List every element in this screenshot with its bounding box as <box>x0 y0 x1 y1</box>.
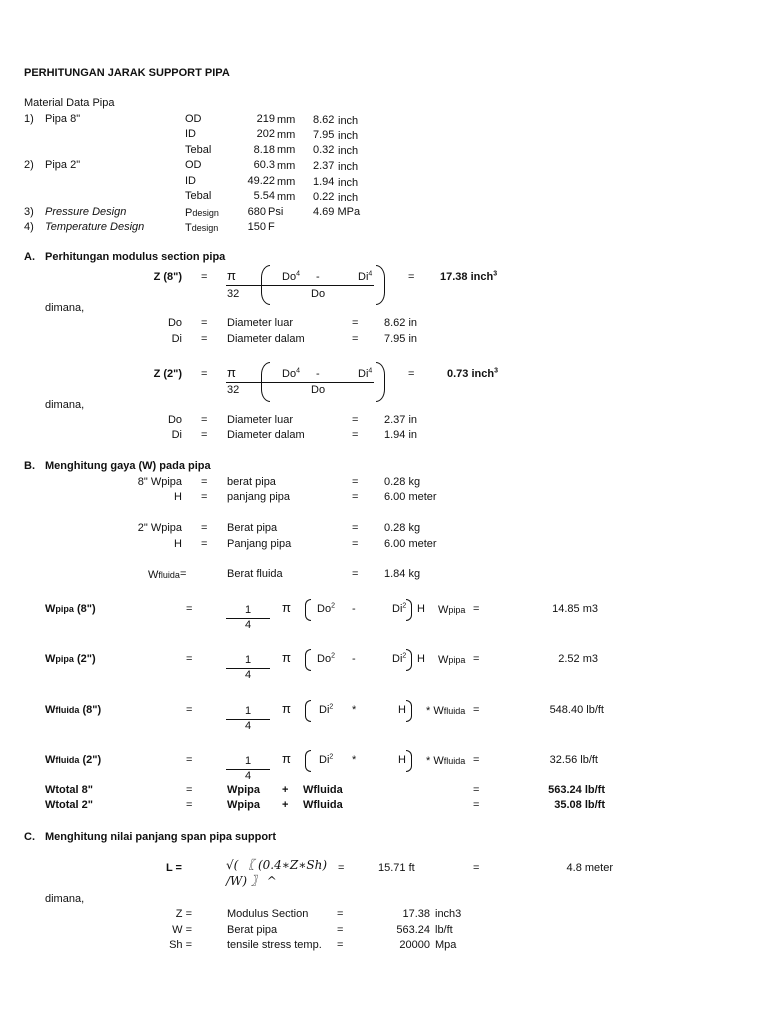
b2-h-eq2: = <box>352 538 359 550</box>
wfluida-sym <box>148 569 180 582</box>
def2-do-desc: Diameter luar <box>227 414 294 426</box>
calc0-a-text: Do <box>317 603 332 615</box>
z8-inner-den: Do <box>311 288 326 300</box>
calc3-a-text: Di <box>319 754 330 766</box>
def2-di-val: 1.94 in <box>384 429 418 441</box>
calc3-rw-sub: fluida <box>443 756 466 766</box>
calc2-eq: = <box>186 704 193 716</box>
z8-den: 32 <box>227 288 240 300</box>
temperature-sub: design <box>191 223 219 233</box>
temperature-sym: T <box>185 222 192 234</box>
calc0-paren-left <box>305 599 311 621</box>
calc2-b-text: H <box>398 704 406 716</box>
calc3-b-text: H <box>398 754 406 766</box>
calc0-den: 4 <box>244 619 252 631</box>
z2-paren-right <box>376 362 385 402</box>
pipa2-id-conv: 1.94 <box>313 176 335 188</box>
section-b-letter: B. <box>24 460 35 472</box>
calc0-b-exp: 2 <box>402 602 407 610</box>
pipa2-tebal-unit: mm <box>277 191 296 203</box>
b2-wpipa-eq2: = <box>352 522 359 534</box>
z2-do-text: Do <box>282 368 297 380</box>
z2-fraction-line <box>226 382 374 383</box>
total8-b: Wfluida <box>303 784 343 796</box>
total8-eq: = <box>186 784 193 796</box>
calc0-eq: = <box>186 603 193 615</box>
calc3-rw-text: * W <box>426 755 444 767</box>
calc3-result: 32.56 lb/ft <box>549 754 598 766</box>
calc3-a <box>319 754 333 767</box>
calc2-req: = <box>473 704 480 716</box>
calc0-paren-right <box>406 599 412 621</box>
dimana-a2: dimana, <box>45 399 85 411</box>
calc0-b <box>392 603 406 616</box>
def2-di-sym: Di <box>171 429 182 441</box>
temperature-symbol <box>185 222 218 235</box>
def8-do-desc: Diameter luar <box>227 317 294 329</box>
calc1-rw-sub: pipa <box>448 655 466 665</box>
total2-eq2: = <box>473 799 480 811</box>
pipa8-tebal-conv: 0.32 <box>313 144 335 156</box>
def2-di-desc: Diameter dalam <box>227 429 305 441</box>
wfluida-w: W <box>148 569 159 581</box>
calc0-rw-sub: pipa <box>448 605 466 615</box>
pipa8-tebal-label: Tebal <box>185 144 212 156</box>
calc1-b-exp: 2 <box>402 652 407 660</box>
calc0-result: 14.85 m3 <box>552 603 598 615</box>
calc0-lhs-text: (8") <box>73 603 96 615</box>
b8-h-val: 6.00 meter <box>384 491 437 503</box>
cdef-z-sym: Z = <box>175 908 192 920</box>
total2-result: 35.08 lb/ft <box>554 799 605 811</box>
pipa2-id-label: ID <box>185 175 196 187</box>
pipa8-id-label: ID <box>185 128 196 140</box>
b2-h-val: 6.00 meter <box>384 538 437 550</box>
calc2-op: * <box>352 704 357 716</box>
calc2-paren-left <box>305 700 311 722</box>
cdef-sh-sym: Sh = <box>169 939 192 951</box>
b2-wpipa-val: 0.28 kg <box>384 522 421 534</box>
z8-di <box>358 271 372 284</box>
cdef-w-val: 563.24 <box>396 924 430 936</box>
calc0-rw <box>438 604 465 617</box>
total2-a: Wpipa <box>227 799 260 811</box>
total2-eq: = <box>186 799 193 811</box>
pressure-conv: 4.69 MPa <box>313 206 361 218</box>
def2-do-val: 2.37 in <box>384 414 418 426</box>
c-eq2: = <box>473 862 480 874</box>
calc2-rw <box>426 705 465 718</box>
pressure-name: Pressure Design <box>45 206 127 218</box>
pipa2-tebal-conv-unit: inch <box>338 192 359 204</box>
z8-result-eq: = <box>408 271 415 283</box>
b8-h-eq2: = <box>352 491 359 503</box>
calc2-rw-text: * W <box>426 705 444 717</box>
total2-op: + <box>282 799 289 811</box>
z2-inner-den: Do <box>311 384 326 396</box>
pipa2-tebal-label: Tebal <box>185 190 212 202</box>
cdef-z-eq: = <box>337 908 344 920</box>
cdef-sh-desc: tensile stress temp. <box>227 939 322 951</box>
pressure-sym: P <box>185 207 193 219</box>
total2-lhs: Wtotal 2" <box>45 799 93 811</box>
calc1-pi: π <box>282 650 291 665</box>
calc1-result: 2.52 m3 <box>558 653 598 665</box>
calc1-req: = <box>473 653 480 665</box>
calc2-a-text: Di <box>319 704 330 716</box>
calc0-op: - <box>352 603 356 615</box>
z8-do-exp: 4 <box>296 270 300 278</box>
z2-paren-left <box>261 362 270 402</box>
z8-fraction-line <box>226 285 374 286</box>
z2-do <box>282 368 300 381</box>
calc1-sub: pipa <box>55 654 74 664</box>
calc2-a-exp: 2 <box>329 703 334 711</box>
calc2-den: 4 <box>244 720 252 732</box>
pipa8-tebal-unit: mm <box>277 144 296 156</box>
b2-h-sym: H <box>174 538 182 550</box>
temperature-name: Temperature Design <box>45 221 145 233</box>
b8-wpipa-eq2: = <box>352 476 359 488</box>
calc3-pi: π <box>282 751 291 766</box>
def2-di-eq2: = <box>352 429 359 441</box>
calc1-lhs <box>45 653 96 666</box>
calc3-b <box>398 754 406 767</box>
calc3-req: = <box>473 754 480 766</box>
pipa8-od-label: OD <box>185 113 202 125</box>
calc3-paren-right <box>406 750 412 772</box>
calc1-paren-right <box>406 649 412 671</box>
def8-di-desc: Diameter dalam <box>227 333 305 345</box>
calc3-sub: fluida <box>55 755 80 765</box>
wfluida-desc: Berat fluida <box>227 568 283 580</box>
total8-a: Wpipa <box>227 784 260 796</box>
z2-lhs: Z (2") <box>153 368 182 380</box>
z8-di-text: Di <box>358 271 369 283</box>
cdef-z-unit: inch3 <box>435 908 462 920</box>
pipa2-id-value: 49.22 <box>247 175 275 187</box>
z2-den: 32 <box>227 384 240 396</box>
pipa8-id-conv: 7.95 <box>313 129 335 141</box>
z2-result-eq: = <box>408 368 415 380</box>
dimana-a1: dimana, <box>45 302 85 314</box>
def2-do-eq: = <box>201 414 208 426</box>
pressure-symbol <box>185 207 219 220</box>
calc3-den: 4 <box>244 770 252 782</box>
def8-do-sym: Do <box>167 317 182 329</box>
dimana-c: dimana, <box>45 893 85 905</box>
page-title: PERHITUNGAN JARAK SUPPORT PIPA <box>24 67 230 79</box>
calc1-eq: = <box>186 653 193 665</box>
def8-do-eq: = <box>201 317 208 329</box>
total8-eq2: = <box>473 784 480 796</box>
material-heading: Material Data Pipa <box>24 97 115 109</box>
cdef-w-eq: = <box>337 924 344 936</box>
z2-minus: - <box>316 368 320 380</box>
b2-wpipa-desc: Berat pipa <box>227 522 278 534</box>
total8-op: + <box>282 784 289 796</box>
calc1-rw <box>438 654 465 667</box>
cdef-w-unit: lb/ft <box>435 924 453 936</box>
cdef-w-sym: W = <box>172 924 192 936</box>
pipa2-od-value: 60.3 <box>253 159 275 171</box>
z8-result <box>440 271 497 284</box>
pipa2-id-unit: mm <box>277 176 296 188</box>
def2-do-sym: Do <box>167 414 182 426</box>
calc3-rw <box>426 755 465 768</box>
calc1-b-text: Di <box>392 653 403 665</box>
calc0-pi: π <box>282 600 291 615</box>
calc3-w: W <box>45 754 56 766</box>
pressure-unit: Psi <box>268 206 284 218</box>
pipa2-tebal-conv: 0.22 <box>313 191 335 203</box>
b8-wpipa-sym: 8" Wpipa <box>137 476 182 488</box>
calc3-op: * <box>352 754 357 766</box>
pipa8-od-conv-unit: inch <box>338 115 359 127</box>
c-val: 15.71 ft <box>378 862 415 874</box>
cdef-sh-eq: = <box>337 939 344 951</box>
calc0-rw-text: W <box>438 604 449 616</box>
calc0-h: H <box>417 603 425 615</box>
pressure-value: 680 <box>247 206 266 218</box>
calc0-w: W <box>45 603 56 615</box>
pressure-number: 3) <box>24 206 34 218</box>
calc1-w: W <box>45 653 56 665</box>
z2-result-text: 0.73 inch <box>447 368 495 380</box>
calc1-a <box>317 653 335 666</box>
def8-di-eq: = <box>201 333 208 345</box>
c-formula-line2: /W) 〗 ^ <box>226 874 277 888</box>
b2-wpipa-eq: = <box>201 522 208 534</box>
z8-lhs: Z (8") <box>153 271 182 283</box>
def8-di-val: 7.95 in <box>384 333 418 345</box>
b2-h-desc: Panjang pipa <box>227 538 292 550</box>
z2-result <box>447 368 498 381</box>
wfluida-val: 1.84 kg <box>384 568 421 580</box>
c-lhs: L = <box>165 862 182 874</box>
pipa2-od-conv: 2.37 <box>313 160 335 172</box>
pipa8-id-conv-unit: inch <box>338 130 359 142</box>
z8-result-text: 17.38 inch <box>440 271 494 283</box>
z8-eq: = <box>201 271 208 283</box>
pipa2-tebal-value: 5.54 <box>253 190 275 202</box>
calc2-a <box>319 704 333 717</box>
calc1-paren-left <box>305 649 311 671</box>
pressure-sub: design <box>192 208 219 218</box>
calc3-eq: = <box>186 754 193 766</box>
section-a-heading: Perhitungan modulus section pipa <box>45 251 226 263</box>
c-result: 4.8 meter <box>566 862 613 874</box>
z8-do <box>282 271 300 284</box>
cdef-z-val: 17.38 <box>402 908 430 920</box>
calc1-op: - <box>352 653 356 665</box>
c-formula-line1: √( 〖 (0.4∗Z∗Sh) <box>226 858 328 872</box>
pipa2-number: 2) <box>24 159 34 171</box>
calc3-lhs-text: (2") <box>79 754 102 766</box>
calc2-result: 548.40 lb/ft <box>549 704 604 716</box>
pipa8-id-unit: mm <box>277 129 296 141</box>
b2-wpipa-sym: 2" Wpipa <box>137 522 182 534</box>
calc1-num: 1 <box>244 654 252 666</box>
b8-wpipa-val: 0.28 kg <box>384 476 421 488</box>
section-b-heading: Menghitung gaya (W) pada pipa <box>45 460 211 472</box>
temperature-unit: F <box>268 221 275 233</box>
pipa8-name: Pipa 8" <box>45 113 81 125</box>
z2-di-text: Di <box>358 368 369 380</box>
z2-pi: π <box>227 365 236 380</box>
def2-do-eq2: = <box>352 414 359 426</box>
z8-pi: π <box>227 268 236 283</box>
total2-b: Wfluida <box>303 799 343 811</box>
wfluida-eq: = <box>180 568 187 580</box>
def8-di-sym: Di <box>171 333 182 345</box>
cdef-z-desc: Modulus Section <box>227 908 309 920</box>
b8-wpipa-desc: berat pipa <box>227 476 276 488</box>
calc0-a <box>317 603 335 616</box>
pipa8-od-value: 219 <box>256 113 275 125</box>
wfluida-eq2: = <box>352 568 359 580</box>
z2-result-exp: 3 <box>494 367 498 375</box>
calc3-paren-left <box>305 750 311 772</box>
calc0-num: 1 <box>244 604 252 616</box>
temperature-number: 4) <box>24 221 34 233</box>
pipa2-id-conv-unit: inch <box>338 177 359 189</box>
calc1-a-text: Do <box>317 653 332 665</box>
calc0-a-exp: 2 <box>331 602 335 610</box>
z2-di-exp: 4 <box>368 367 373 375</box>
calc3-num: 1 <box>244 755 252 767</box>
total8-result: 563.24 lb/ft <box>548 784 605 796</box>
temperature-value: 150 <box>247 221 266 233</box>
calc0-req: = <box>473 603 480 615</box>
calc1-b <box>392 653 406 666</box>
cdef-w-desc: Berat pipa <box>227 924 278 936</box>
z8-paren-right <box>376 265 385 305</box>
calc0-sub: pipa <box>55 604 74 614</box>
b8-wpipa-eq: = <box>201 476 208 488</box>
calc0-lhs <box>45 603 96 616</box>
calc2-pi: π <box>282 701 291 716</box>
z2-di <box>358 368 372 381</box>
calc3-lhs <box>45 754 101 767</box>
calc2-sub: fluida <box>55 705 80 715</box>
calc1-rw-text: W <box>438 654 449 666</box>
pipa8-tebal-conv-unit: inch <box>338 145 359 157</box>
calc2-w: W <box>45 704 56 716</box>
pipa2-name: Pipa 2" <box>45 159 81 171</box>
cdef-sh-val: 20000 <box>399 939 430 951</box>
calc2-b <box>398 704 406 717</box>
z8-do-text: Do <box>282 271 297 283</box>
total8-lhs: Wtotal 8" <box>45 784 93 796</box>
pipa2-od-conv-unit: inch <box>338 161 359 173</box>
pipa8-tebal-value: 8.18 <box>253 144 275 156</box>
b8-h-sym: H <box>174 491 182 503</box>
b8-h-desc: panjang pipa <box>227 491 291 503</box>
calc0-b-text: Di <box>392 603 403 615</box>
b8-h-eq: = <box>201 491 208 503</box>
section-c-heading: Menghitung nilai panjang span pipa support <box>45 831 276 843</box>
pipa8-od-conv: 8.62 <box>313 114 335 126</box>
calc2-rw-sub: fluida <box>443 706 466 716</box>
section-c-letter: C. <box>24 831 35 843</box>
calc1-h: H <box>417 653 425 665</box>
z2-eq: = <box>201 368 208 380</box>
def8-do-eq2: = <box>352 317 359 329</box>
cdef-sh-unit: Mpa <box>435 939 457 951</box>
z8-paren-left <box>261 265 270 305</box>
calc2-num: 1 <box>244 705 252 717</box>
pipa2-od-unit: mm <box>277 160 296 172</box>
calc1-a-exp: 2 <box>331 652 335 660</box>
calc2-lhs <box>45 704 101 717</box>
b2-h-eq: = <box>201 538 208 550</box>
calc1-lhs-text: (2") <box>73 653 96 665</box>
pipa8-number: 1) <box>24 113 34 125</box>
def8-do-val: 8.62 in <box>384 317 418 329</box>
z8-di-exp: 4 <box>368 270 373 278</box>
z8-minus: - <box>316 271 320 283</box>
c-eq: = <box>338 862 345 874</box>
pipa2-od-label: OD <box>185 159 202 171</box>
def8-di-eq2: = <box>352 333 359 345</box>
calc2-lhs-text: (8") <box>79 704 102 716</box>
def2-di-eq: = <box>201 429 208 441</box>
calc1-den: 4 <box>244 669 252 681</box>
section-a-letter: A. <box>24 251 35 263</box>
z8-result-exp: 3 <box>493 270 498 278</box>
pipa8-od-unit: mm <box>277 114 296 126</box>
wfluida-sub: fluida <box>158 570 180 580</box>
z2-do-exp: 4 <box>296 367 300 375</box>
pipa8-id-value: 202 <box>256 128 275 140</box>
calc2-paren-right <box>406 700 412 722</box>
calc3-a-exp: 2 <box>329 753 334 761</box>
